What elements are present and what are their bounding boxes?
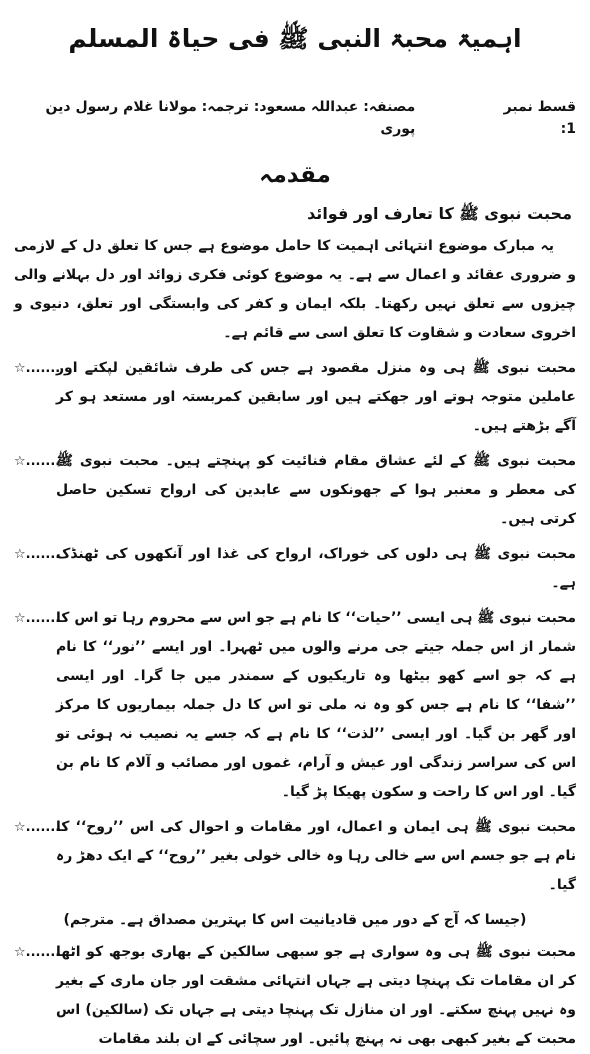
star-bullet-icon: ☆....... — [14, 820, 61, 835]
star-bullet-icon: ☆....... — [14, 945, 61, 960]
star-bullet-icon: ☆....... — [14, 361, 61, 376]
bullet-paragraph-3 — [14, 540, 576, 598]
bullet-paragraph-2 — [14, 447, 576, 534]
bullet-text: محبت نبوی ﷺ ہی وہ سواری ہے جو سبھی سالکین کے بھاری بوجھ کو اٹھا کر ان مقامات تک پہنچا دیتی ہے جہاں انتہائی مشقت اور جان ماری کے بغیر وہ نہیں پہنچ سکتے۔ اور ان منازل تک پہنچا دیتی ہے جہاں تک (سالکین) اس محبت کے بغیر کبھی بھی نہ پہنچ پائیں۔ اور سچائی کے ان بلند مقامات — [56, 944, 576, 1047]
bullet-text: محبت نبوی ﷺ کے لئے عشاق مقام فنائیت کو پہنچتے ہیں۔ محبت نبوی ﷺ کی معطر و معنبر ہوا کے جھونکوں سے عابدین کی ارواح تسکین حاصل کرتی ہیں۔ — [56, 453, 576, 527]
page-title: اہمیۃ محبۃ النبی ﷺ فی حیاۃ المسلم — [68, 24, 522, 53]
bullet-paragraph-1 — [14, 354, 576, 441]
section-heading: مقدمہ — [259, 162, 331, 188]
subheading: محبت نبوی ﷺ کا تعارف اور فوائد — [307, 204, 572, 223]
translator-note: (جیسا کہ آج کے دور میں قادیانیت اس کا بہترین مصداق ہے۔ مترجم) — [63, 912, 527, 928]
bullet-paragraph-5 — [14, 813, 576, 900]
star-bullet-icon: ☆....... — [14, 611, 61, 626]
byline — [14, 96, 576, 140]
author-translator-line: مصنفہ: عبداللہ مسعود: ترجمہ: مولانا غلام رسول دین پوری — [45, 99, 416, 137]
intro-paragraph: یہ مبارک موضوع انتہائی اہمیت کا حامل موضوع ہے جس کا تعلق دل کے لازمی و ضروری عقائد و اعمال سے ہے۔ یہ موضوع کوئی فکری زوائد اور دل بہلانے والی چیزوں سے تعلق نہیں رکھتا۔ بلکہ ایمان و کفر کی وابستگی اور تعلق، دنیوی و اخروی سعادت و شقاوت کا تعلق اسی سے قائم ہے۔ — [14, 238, 576, 341]
bullet-paragraph-6 — [14, 938, 576, 1054]
bullet-text: محبت نبوی ﷺ ہی ایسی ’’حیات‘‘ کا نام ہے جو اس سے محروم رہا تو اس کا شمار از اس جملہ جیتے جی مرنے والوں میں ٹھہرا۔ اور ایسے ’’نور‘‘ کا نام ہے کہ جو اسے کھو بیٹھا وہ تاریکیوں کے سمندر میں جا گرا۔ اور ایسی ’’شفا‘‘ کا نام ہے جس کو وہ نہ ملی تو اس کا دل جملہ بیماریوں کا مرکز اور گھر بن گیا۔ اور ایسی ’’لذت‘‘ کا نام ہے کہ جسے یہ نصیب نہ ہوئی تو اس کی سراسر زندگی اور عیش و آرام، غموں اور مصائب و آلام کا نام بن گیا۔ اور اس کا راحت و سکون پھیکا پڑ گیا۔ — [56, 610, 576, 800]
bullet-text: محبت نبوی ﷺ ہی ایمان و اعمال، اور مقامات و احوال کی اس ’’روح‘‘ کا نام ہے جو جسم اس سے خالی رہا وہ خالی خولی بغیر ’’روح‘‘ کے ایک دھڑ رہ گیا۔ — [56, 819, 576, 893]
bullet-paragraph-4 — [14, 604, 576, 807]
star-bullet-icon: ☆....... — [14, 547, 61, 562]
star-bullet-icon: ☆....... — [14, 454, 61, 469]
bullet-text: محبت نبوی ﷺ ہی وہ منزل مقصود ہے جس کی طرف شائقین لپکتے اور عاملین متوجہ ہوتے اور جھکتے ہیں اور سابقین کمربستہ اور مستعد ہو کر آگے بڑھتے ہیں۔ — [56, 360, 576, 434]
bullet-text: محبت نبوی ﷺ ہی دلوں کی خوراک، ارواح کی غذا اور آنکھوں کی ٹھنڈک ہے۔ — [56, 546, 576, 591]
installment-number: قسط نمبر 1: — [503, 99, 576, 137]
